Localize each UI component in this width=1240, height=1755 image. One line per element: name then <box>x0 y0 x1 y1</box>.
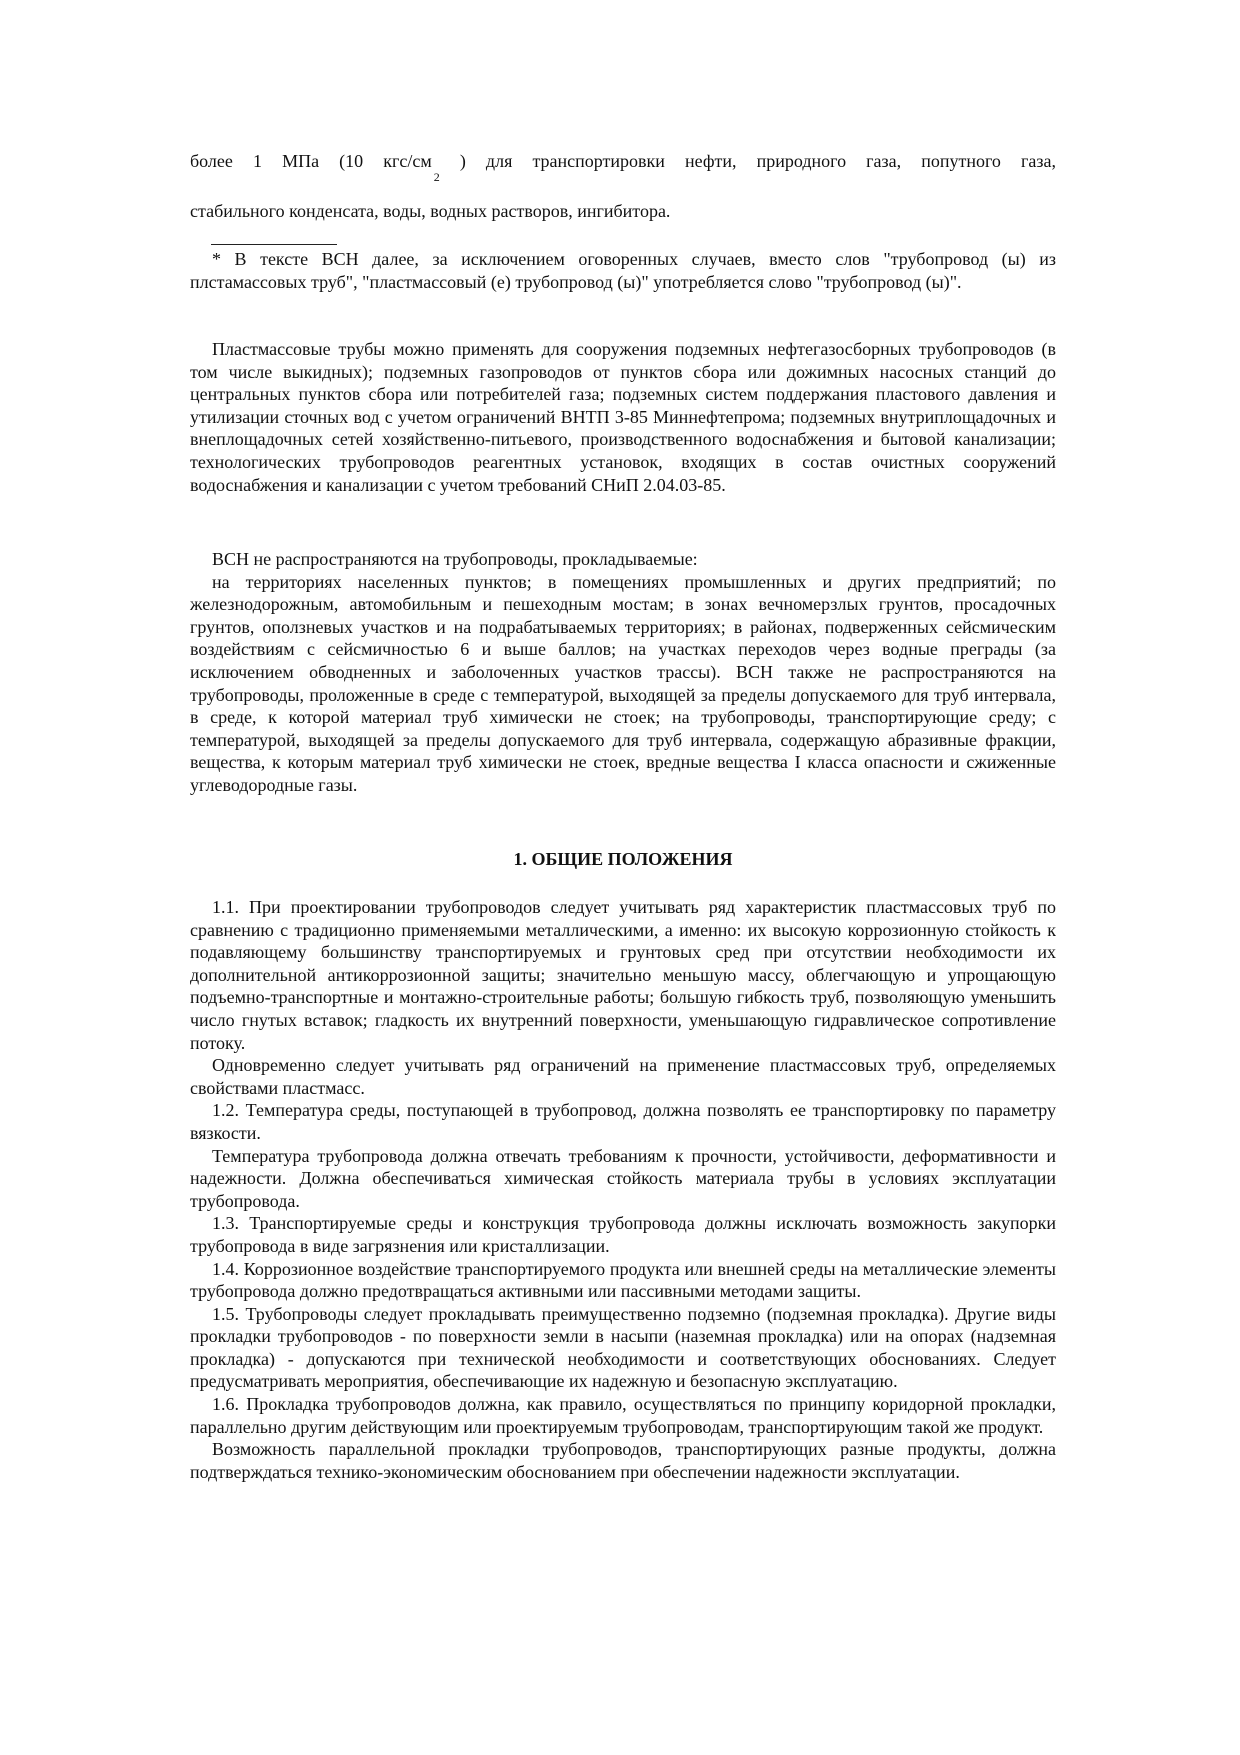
intro-line-1-text <box>190 150 1056 184</box>
clause-1-1-limitations: Одновременно следует учитывать ряд ограничений на применение пластмассовых труб, определяемых свойствами пластмасс. <box>190 1055 1056 1098</box>
clause-1-3: 1.3. Транспортируемые среды и конструкция трубопровода должны исключать возможность закупорки трубопровода в виде загрязнения или кристаллизации. <box>190 1213 1056 1256</box>
intro-line-1-after: ) для транспортировки нефти, природного газа, попутного газа, <box>459 151 1056 171</box>
intro-line-2 <box>190 200 1056 223</box>
footnote <box>190 248 1056 293</box>
paragraph-scope-intro: ВСН не распространяются на трубопроводы, прокладываемые: <box>212 549 698 569</box>
paragraph-scope-list: на территориях населенных пунктов; в помещениях промышленных и других предприятий; по железнодорожным, автомобильным и пешеходным мостам; в зонах вечномерзлых грунтов, просадочных грунтов, оползневых участков и на подрабатываемых территориях; в районах, подверженных сейсмическим воздействиям с сейсмичностью 6 и выше баллов; на участках переходов через водные преграды (за исключением обводненных и заболоченных участков трассы). ВСН также не распространяются на трубопроводы, проложенные в среде с температурой, выходящей за пределы допускаемого для труб интервала, в среде, к которой материал труб химически не стоек; на трубопроводы, транспортирующие среду; с температурой, выходящей за пределы допускаемого для труб интервала, содержащую абразивные фракции, вещества, к которым материал труб химически не стоек, вредные вещества I класса опасности и сжиженные углеводородные газы. <box>190 571 1056 795</box>
paragraph-applications-text: Пластмассовые трубы можно применять для сооружения подземных нефтегазосборных трубопроводов (в том числе выкидных); подземных газопроводов от пунктов сбора или дожимных насосных станций до центральных пунктов сбора или потребителей газа; подземных систем поддержания пластового давления и утилизации сточных вод с учетом ограничений ВНТП 3-85 Миннефтепрома; подземных внутриплощадочных и внеплощадочных сетей хозяйственно-питьевого, производственного водоснабжения и бытовой канализации; технологических трубопроводов реагентных установок, входящих в состав очистных сооружений водоснабжения и канализации с учетом требований СНиП 2.04.03-85. <box>190 339 1056 495</box>
clause-1-2-temperature: Температура трубопровода должна отвечать требованиям к прочности, устойчивости, деформативности и надежности. Должна обеспечиваться химическая стойкость материала трубы в условиях эксплуатации трубопровода. <box>190 1145 1056 1211</box>
paragraph-applications <box>190 338 1056 496</box>
clause-1-2: 1.2. Температура среды, поступающей в трубопровод, должна позволять ее транспортировку по параметру вязкости. <box>190 1100 1056 1143</box>
paragraph-scope <box>190 548 1056 797</box>
intro-line-2-text: стабильного конденсата, воды, водных растворов, ингибитора. <box>190 201 671 221</box>
section-heading: 1. ОБЩИЕ ПОЛОЖЕНИЯ <box>513 849 733 869</box>
footnote-text: * В тексте ВСН далее, за исключением оговоренных случаев, вместо слов "трубопровод (ы) из плстамассовых труб", "пластмассовый (е) трубопровод (ы)" употребляется слово "трубопровод (ы)". <box>190 249 1056 292</box>
clause-1-5: 1.5. Трубопроводы следует прокладывать преимущественно подземно (подземная прокладка). Другие виды прокладки трубопроводов - по поверхности земли в насыпи (наземная прокладка) или на опорах (надземная прокладка) - допускаются при технической необходимости и соответствующих обоснованиях. Следует предусматривать мероприятия, обеспечивающие их надежную и безопасную эксплуатацию. <box>190 1303 1056 1392</box>
clause-1-6-parallel: Возможность параллельной прокладки трубопроводов, транспортирующих разные продукты, должна подтверждаться технико-экономическим обоснованием при обеспечении надежности эксплуатации. <box>190 1439 1056 1482</box>
clause-1-6: 1.6. Прокладка трубопроводов должна, как правило, осуществляться по принципу коридорной прокладки, параллельно другим действующим или проектируемым трубопроводам, транспортирующим такой же продукт. <box>190 1394 1056 1437</box>
intro-line-1-before: более 1 МПа (10 кгс/см <box>190 151 432 171</box>
footnote-divider <box>211 244 337 245</box>
section-body <box>190 896 1056 1483</box>
intro-line-1 <box>190 150 1056 184</box>
superscript-2: 2 <box>433 170 440 184</box>
clause-1-1: 1.1. При проектировании трубопроводов следует учитывать ряд характеристик пластмассовых труб по сравнению с традиционно применяемыми металлическими, а именно: их высокую коррозионную стойкость к подавляющему большинству транспортируемых и грунтовых сред при отсутствии необходимости их дополнительной антикоррозионной защиты; значительно меньшую массу, облегчающую и упрощающую подъемно-транспортные и монтажно-строительные работы; большую гибкость труб, позволяющую уменьшить число гнутых вставок; гладкость их внутренний поверхности, уменьшающую гидравлическое сопротивление потоку. <box>190 897 1056 1053</box>
clause-1-4: 1.4. Коррозионное воздействие транспортируемого продукта или внешней среды на металлические элементы трубопровода должно предотвращаться активными или пассивными методами защиты. <box>190 1258 1056 1302</box>
